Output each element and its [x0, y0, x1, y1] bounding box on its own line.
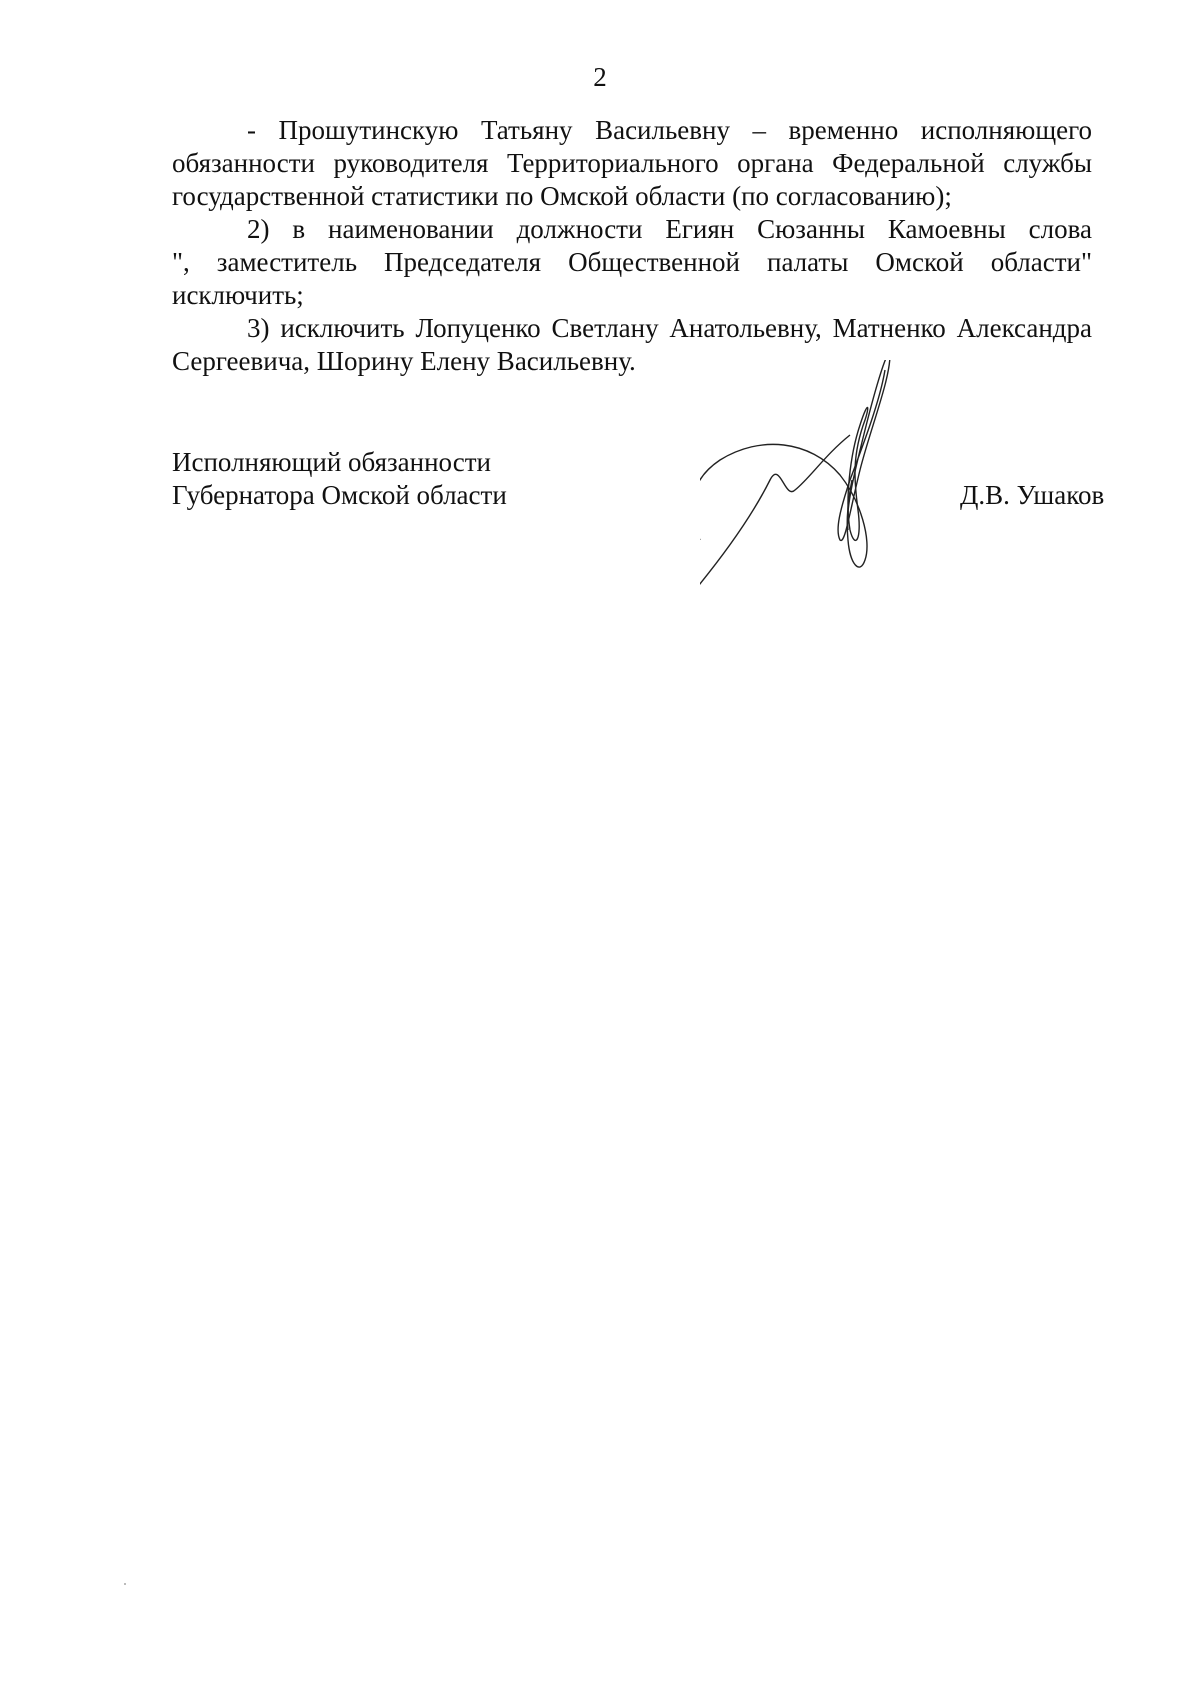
- text-line: исключить;: [172, 280, 304, 310]
- document-body: [172, 114, 1092, 378]
- paragraph-statistics-head: [172, 114, 1092, 213]
- signatory-title-line2: Губернатора Омской области: [172, 480, 507, 510]
- scan-artifact: [124, 1583, 126, 1585]
- text-line: ", заместитель Председателя Общественной палаты Омской области": [172, 247, 1092, 277]
- text-line: Сергеевича, Шорину Елену Васильевну.: [172, 346, 636, 376]
- page-number: 2: [593, 62, 607, 92]
- handwritten-signature-icon: [700, 360, 960, 650]
- signatory-title-line1: Исполняющий обязанности: [172, 447, 491, 477]
- text-line: 2) в наименовании должности Егиян Сюзанны Камоевны слова: [247, 214, 1092, 244]
- text-line: - Прошутинскую Татьяну Васильевну – временно исполняющего: [247, 115, 1092, 145]
- signatory-title: [172, 446, 507, 512]
- text-line: 3) исключить Лопуценко Светлану Анатольевну, Матненко Александра: [247, 313, 1092, 343]
- paragraph-item-2: [172, 213, 1092, 312]
- text-line: государственной статистики по Омской области (по согласованию);: [172, 181, 952, 211]
- signatory-name: Д.В. Ушаков: [960, 480, 1105, 510]
- text-line: обязанности руководителя Территориального органа Федеральной службы: [172, 148, 1092, 178]
